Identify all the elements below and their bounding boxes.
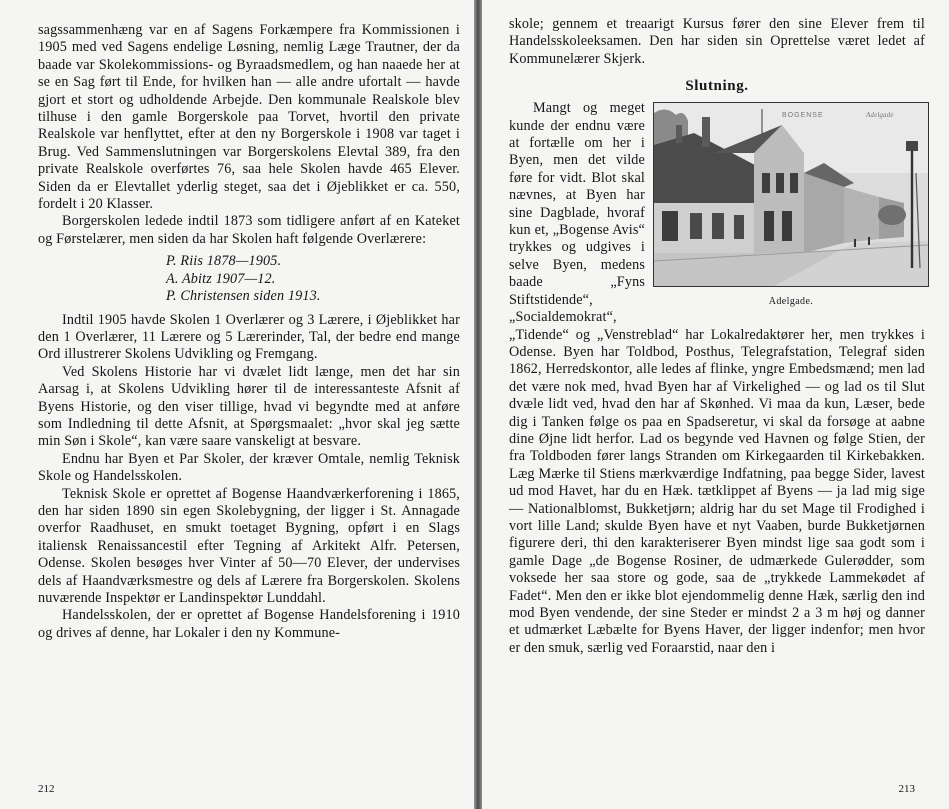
left-page: [0, 0, 474, 809]
street-photo-figure: [653, 102, 929, 309]
paragraph: Handelsskolen, der er oprettet af Bogense Handelsforening i 1910 og drives af denne, har Lokaler i den ny Kommune-: [38, 607, 460, 641]
photo-caption: Adelgade.: [768, 296, 814, 308]
teacher-entry: P. Riis 1878—1905.: [166, 253, 282, 270]
paragraph: Borgerskolen ledede indtil 1873 som tidligere anført af en Kateket og Førstelærer, men siden da har Skolen haft følgende Overlærere:: [38, 213, 460, 247]
paragraph: Mangt og meget kunde der endnu være at fortælle om her i Byen, men det vilde føre for vidt. Blot skal nævnes, at Byen har sine Dagblade, hvoraf kun et, „Bogense Avis“ trykkes og udgives i selve Byen, medens baade „Fyns Stiftstidende“, „Socialdemokrat“, „Tidende“ og „Venstreblad“ har Lokalredaktører her, men trykkes i Odense. Byen har Toldbod, Posthus, Telegrafstation, Telegraf siden 1862, Herredskontor, alle ledes af flinke, yngre Embedsmænd; men lad det være nok med, hvad Byen har af Virkelighed — og lad os til Slut dvæle lidt ved, hvad den har af Skønhed. Vi maa da kun, Læser, bede dig i Tanken følge os paa en Spadseretur, vi skal da forsøge at aabne dine Øjne lidt herfor. Lad os begynde ved Havnen og følge Stien, der fra Toldboden fører langs Stranden om Kirkegaarden til Kirkebakken. Læg Mærke til Stiens mærkværdige Indfatning, paa begge Sider, lavest ud mod Havet, har du en Hæk. tætklippet af Byens — ja lad mig sige — Nationalblomst, Bukketjørn; aldrig har du set Mage til Frodighed i vort lille Land; skulde Byen have et nyt Vaaben, burde Bukketjørnen figurere deri, thi den karakteriserer Byen mindst lige saa godt som i gamle Dage „de Bogense Rosiner, de udmærkede Gulerødder, som voksede her saa store og gode, saa de „trykkede Lammekødet af Fadet“. Men den er ikke blot ejendommelig denne Hæk, særlig den ind mod Byen vendende, der sine Steder er mindst 2 a 3 m høj og danner et udmærket Læbælte for Byens Haver, der ligger indenfor; men hvor er den smuk, særlig ved Foraarstid, naar den i: [509, 100, 925, 656]
page-number-left: 212: [38, 783, 55, 795]
teacher-list: [166, 253, 460, 305]
teacher-entry: A. Abitz 1907—12.: [166, 270, 276, 287]
paragraph: Teknisk Skole er oprettet af Bogense Haandværkerforening i 1865, den har siden 1890 sin egen Skolebygning, der ligger i St. Annagade overfor Raadhuset, en smukt toetaget Bygning, opført i en Slags italiensk Renaissancestil efter Tegning af Arkitekt Alfr. Petersen, Odense. Skolen besøges hver Vinter af 50—70 Elever, der undervises dels af Haandværksmestre og dels af Lærere fra Borgerskolen. Skolens nuværende Inspektør er Landinspektør Lunddahl.: [38, 485, 460, 606]
paragraph: Indtil 1905 havde Skolen 1 Overlærer og 3 Lærere, i Øjeblikket har den 1 Overlærer, 11 Lærere og 5 Lærerinder, Tal, der bedre end mange Ord illustrerer Skolens Udvikling og Fremgang.: [38, 311, 460, 363]
right-page-text: [509, 16, 925, 657]
paragraph: Endnu har Byen et Par Skoler, der kræver Omtale, nemlig Teknisk Skole og Handelsskolen.: [38, 450, 460, 485]
street-photo: [653, 102, 929, 287]
photo-sign-left: BOGENSE: [782, 112, 824, 120]
section-heading: Slutning.: [685, 78, 749, 95]
teacher-entry: P. Christensen siden 1913.: [166, 288, 321, 305]
left-page-text: [38, 22, 460, 642]
paragraph: Ved Skolens Historie har vi dvælet lidt længe, men det har sin Aarsag i, at Skolens Udvikling hører til de interessanteste Afsnit af Byens Historie, og den viser tillige, hvad vi begyndte med at anføre som Indledning til dette Afsnit, at Spørgsmaalet: „hvor skal jeg sætte min Søn i Skole“, kan være saare vanskeligt at besvare.: [38, 363, 460, 450]
right-page: [482, 0, 949, 809]
paragraph: skole; gennem et treaarigt Kursus fører den sine Elever frem til Handelsskoleeksamen. Den har siden sin Oprettelse været ledet af Kommunelærer Skjerk.: [509, 16, 925, 67]
photo-sign-right: Adelgade: [866, 111, 894, 120]
paragraph: sagssammenhæng var en af Sagens Forkæmpere fra Kommissionen i 1905 med ved Sagens endelige Løsning, nemlig Læge Trautner, der da baade var Skolekommissions- og Byraadsmedlem, og han naaede her at se en Sag ført til Ende, for hvilken han — alle andre ufortalt — havde gjort et stort og udholdende Arbejde. Den kommunale Realskole blev tilhuse i den gamle Borgerskole paa Torvet, hvortil den private Realskole var henflyttet, efter at den ny Borgerskole i 1908 var taget i Brug. Ved Sammenslutningen var Borgerskolens Elevtal 389, fra den private Realskole overførtes 76, saa hele Skolen havde 465 Elever. Siden da er Elevtallet yderlig steget, saa det i Øjeblikket er ca. 550, fordelt i 20 Klasser.: [38, 22, 460, 213]
page-number-right: 213: [898, 783, 915, 795]
book-gutter: [474, 0, 482, 809]
